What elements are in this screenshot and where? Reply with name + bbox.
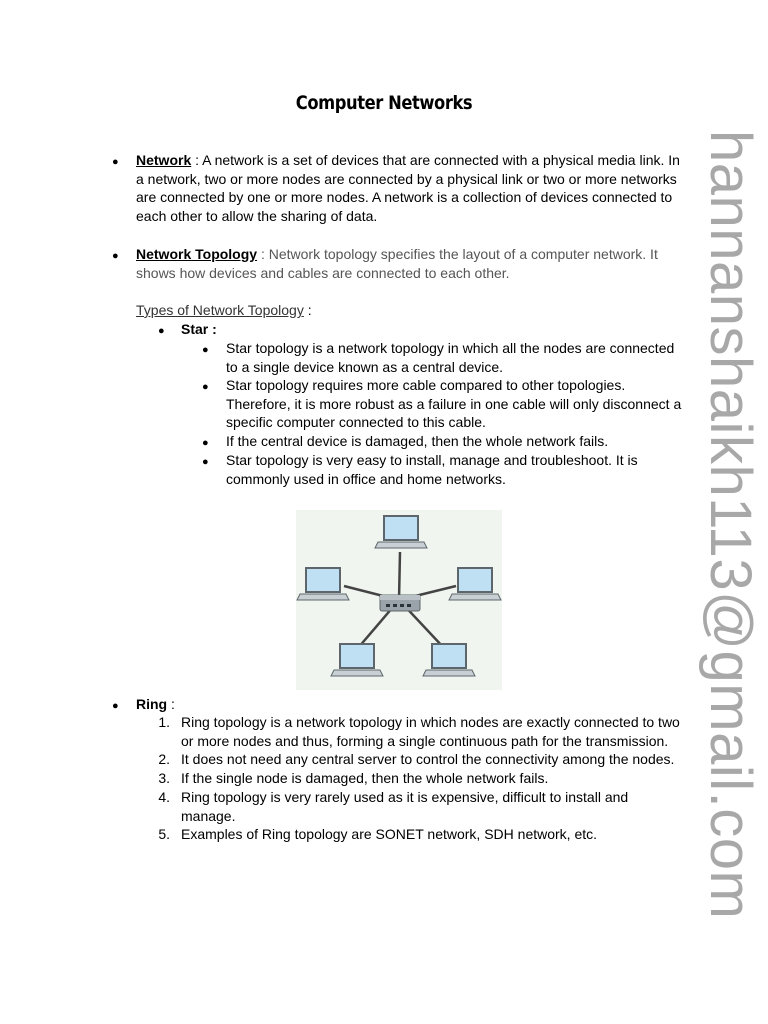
- laptop-icon: [297, 568, 349, 600]
- list-number: 4.: [158, 789, 170, 805]
- bullet-icon: ●: [112, 250, 119, 262]
- types-heading: Types of Network Topology :: [136, 302, 312, 318]
- bullet-icon: ●: [202, 344, 209, 356]
- bullet-icon: ●: [202, 381, 209, 393]
- bullet-icon: ●: [112, 156, 119, 168]
- list-item: Ring topology is a network topology in which nodes are exactly connected to two or more nodes and thus, forming a single continuous path for the transmission.: [181, 714, 680, 749]
- list-item: If the central device is damaged, then the whole network fails.: [226, 433, 609, 449]
- topology-definition: Network Topology : Network topology specifies the layout of a computer network. It shows how devices and cables are connected to each other.: [136, 246, 658, 281]
- ring-heading: Ring :: [136, 696, 175, 712]
- page-title: Computer Networks: [295, 92, 473, 114]
- email-watermark: hannanshaikh113@gmail.com: [698, 130, 763, 920]
- list-number: 5.: [158, 826, 170, 842]
- list-item: Examples of Ring topology are SONET network, SDH network, etc.: [181, 826, 598, 842]
- switch-icon: [380, 595, 420, 611]
- list-item: Star topology is very easy to install, manage and troubleshoot. It is commonly used in office and home networks.: [226, 452, 638, 487]
- bullet-icon: ●: [158, 325, 165, 337]
- bullet-icon: ●: [202, 456, 209, 468]
- list-item: Star topology is a network topology in which all the nodes are connected to a single device known as a central device.: [226, 340, 675, 375]
- network-definition: Network : A network is a set of devices that are connected with a physical media link. In a network, two or more nodes are connected by a physical link or two or more networks are connected by one or more nodes. A network is a collection of devices connected to each other to allow the sharing of data.: [136, 152, 680, 224]
- list-item: If the single node is damaged, then the whole network fails.: [181, 770, 549, 786]
- topology-term: Network Topology: [136, 246, 258, 262]
- bullet-icon: ●: [202, 437, 209, 449]
- list-item: Star topology requires more cable compared to other topologies. Therefore, it is more robust as a failure in one cable will only disconnect a specific computer connected to this cable.: [226, 377, 682, 431]
- network-term: Network: [136, 152, 192, 168]
- list-item: Ring topology is very rarely used as it is expensive, difficult to install and manage.: [181, 789, 629, 824]
- list-number: 1.: [158, 714, 170, 730]
- list-item: It does not need any central server to control the connectivity among the nodes.: [181, 751, 675, 767]
- star-heading: Star :: [181, 321, 217, 337]
- star-topology-diagram: [296, 510, 502, 690]
- bullet-icon: ●: [112, 700, 119, 712]
- laptop-icon: [331, 644, 383, 676]
- list-number: 3.: [158, 770, 170, 786]
- laptop-icon: [423, 644, 475, 676]
- star-topology-illustration: [296, 510, 502, 690]
- list-number: 2.: [158, 751, 170, 767]
- laptop-icon: [375, 516, 427, 548]
- laptop-icon: [449, 568, 501, 600]
